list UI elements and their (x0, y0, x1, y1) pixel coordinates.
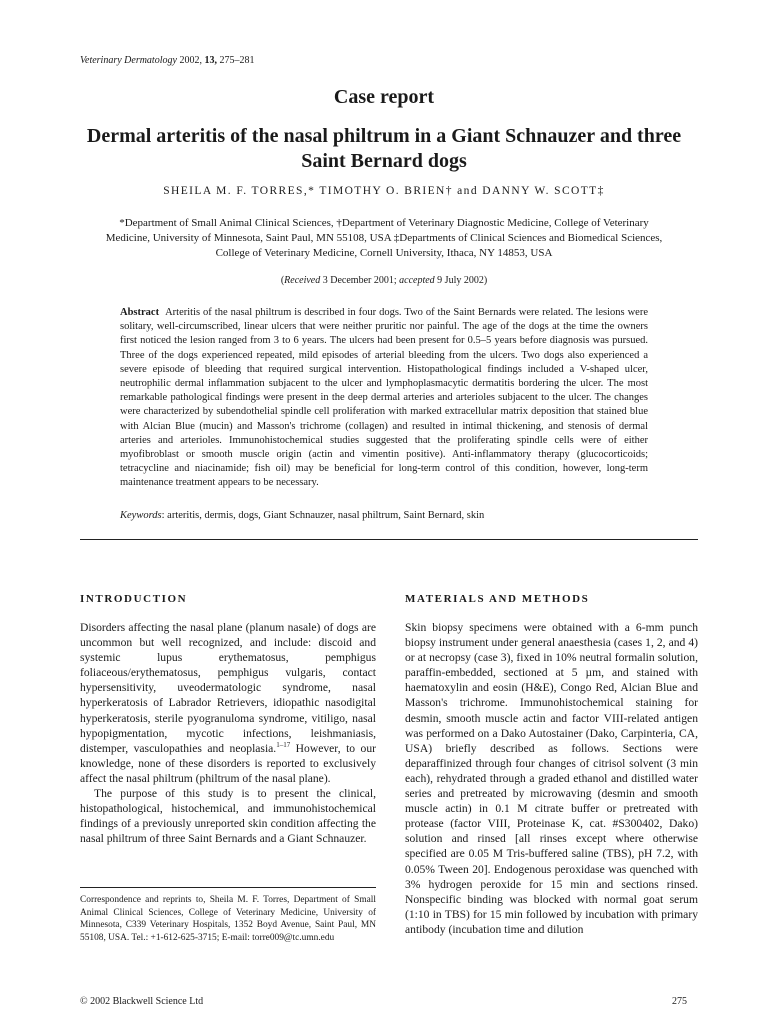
citation-superscript: 1–17 (276, 740, 291, 749)
accepted-date: 9 July 2002) (437, 275, 488, 286)
correspondence-footnote: Correspondence and reprints to, Sheila M. F. Torres, Department of Small Animal Clinical Sciences, College of Veterinary Medicine, University of Minnesota, C339 Veterinary Hospitals, 1352 Boyd Avenue, Saint Paul, MN 55108, USA. Tel.: +1-612-625-3715; E-mail: torre009@tc.umn.edu (80, 895, 376, 943)
methods-paragraph: Skin biopsy specimens were obtained with a 6-mm punch biopsy instrument under general anaesthesia (cases 1, 2, and 4) or at necropsy (case 3), fixed in 10% neutral formalin solution, paraffin-embedded, sectioned at 5 µm, and stained with haematoxylin and eosin (H&E), Congo Red, Alcian Blue and Masson's trichrome. Immunohistochemical staining for desmin, smooth muscle actin and factor VIII-related antigen was performed on a Dako Autostainer (Dako, Carpinteria, CA, USA) briefly described as follows. Sections were deparaffinized through four changes of citrisol solvent (3 min each), rehydrated through a graded ethanol and distilled water series and pretreated by microwaving (desmin and smooth muscle actin) in 0.1 M citrate buffer or pretreated with protease (factor VIII, Proteinase K, cat. #S300402, Dako) solution and rinsed [all rinses except where otherwise specified are 0.05 M Tris-buffered saline (TBS), pH 7.2, with 0.05% Tween 20]. Endogenous peroxidase was quenched with 3% hydrogen peroxide for 15 min and sections rinsed. Nonspecific binding was blocked with normal goat serum (1:10 in TBS) for 15 min followed by incubation with primary antibody (incubation time and dilution (405, 621, 698, 936)
keywords-label: Keywords (120, 510, 162, 521)
page-number: 275 (672, 996, 687, 1007)
accepted-label: accepted (399, 275, 435, 286)
received-date: 3 December 2001; (322, 275, 397, 286)
keywords-text: : arteritis, dermis, dogs, Giant Schnauzer, nasal philtrum, Saint Bernard, skin (161, 510, 485, 521)
introduction-paragraph-1 (80, 620, 376, 786)
methods-heading: MATERIALS AND METHODS (405, 593, 590, 605)
footnote-divider (80, 887, 376, 888)
methods-body (405, 620, 698, 937)
received-label: Received (284, 275, 321, 286)
journal-volume: 13, (204, 55, 217, 66)
journal-year: 2002, (179, 55, 202, 66)
article-type: Case report (333, 86, 435, 108)
intro-p1-continued: However, to our knowledge, none of these disorders is reported to exclusively affect the nasal philtrum (philtrum of the nasal plane). (80, 741, 376, 785)
abstract-divider (80, 539, 698, 540)
journal-citation (80, 55, 254, 66)
author-list: SHEILA M. F. TORRES,* TIMOTHY O. BRIEN† and DANNY W. SCOTT‡ (163, 185, 605, 197)
abstract-text: Arteritis of the nasal philtrum is described in four dogs. Two of the Saint Bernards were related. The lesions were solitary, well-circumscribed, linear ulcers that were neither pruritic nor painful. The age of the dogs at the time the owners first noticed the lesion ranged from 3 to 6 years. The ulcers had been present for 0.5–5 years before diagnosis was pursued. Three of the dogs experienced repeated, mild episodes of arterial bleeding from the ulcers. Two dogs also experienced a severe episode of bleeding that required surgical intervention. Histopathological findings included a V-shaped ulcer, neutrophilic dermal inflammation subjacent to the ulcer and lymphoplasmacytic dermatitis bordering the ulcer. The most remarkable pathological findings were present in the deep dermal arteries and arterioles subjacent to the ulcer. The changes were characterized by subendothelial spindle cell proliferation with marked extracellular matrix deposition that stained blue with Alcian Blue (mucin) and Masson's trichrome (collagen) and resulted in intimal thickening, and stenosis of dermal arteries and arterioles. Immunohistochemical studies suggested that the proliferating spindle cells were of either myofibroblast or smooth muscle origin (actin and vimentin positive). Anti-inflammatory therapy (glucocorticoids; tetracycline and niacinamide; fish oil) may be beneficial for long-term control of this condition, however, long-term maintenance treatment appears to be necessary. (120, 307, 648, 489)
introduction-paragraph-2: The purpose of this study is to present the clinical, histopathological, histochemical, and immunohistochemical findings of a previously unreported skin condition affecting the nasal philtrum of three Saint Bernards and a Giant Schnauzer. (80, 787, 376, 846)
received-open-paren: ( (280, 275, 285, 286)
intro-p1-text: Disorders affecting the nasal plane (planum nasale) of dogs are uncommon but well recognized, and include: discoid and systemic lupus erythematosus, pemphigus foliaceous/erythematosus, pemphigus vulgaris, contact hypersensitivity, uveodermatologic syndrome, nasal hyperkeratosis of Labrador Retrievers, idiopathic nasodigital hyperkeratosis, sterile pyogranuloma syndrome, vitiligo, nasal hypopigmentation, mycotic infections, leishmaniasis, distemper, vasculopathies and neoplasia. (80, 621, 376, 755)
article-title: Dermal arteritis of the nasal philtrum in a Giant Schnauzer and three Saint Bernard dogs (86, 125, 682, 172)
journal-name: Veterinary Dermatology (80, 55, 177, 66)
abstract-label: Abstract (120, 307, 160, 318)
journal-pages: 275–281 (219, 55, 255, 66)
copyright-notice: © 2002 Blackwell Science Ltd (80, 996, 204, 1007)
keywords-block (120, 509, 648, 523)
received-accepted-dates (0, 275, 768, 286)
introduction-heading: INTRODUCTION (80, 593, 188, 605)
abstract-block (120, 306, 648, 491)
introduction-body (80, 620, 376, 846)
author-affiliations: *Department of Small Animal Clinical Sciences, †Department of Veterinary Diagnostic Medicine, College of Veterinary Medicine, University of Minnesota, Saint Paul, MN 55108, USA ‡Departments of Clinical Sciences and Biomedical Sciences, College of Veterinary Medicine, Cornell University, Ithaca, NY 14853, USA (105, 217, 663, 259)
